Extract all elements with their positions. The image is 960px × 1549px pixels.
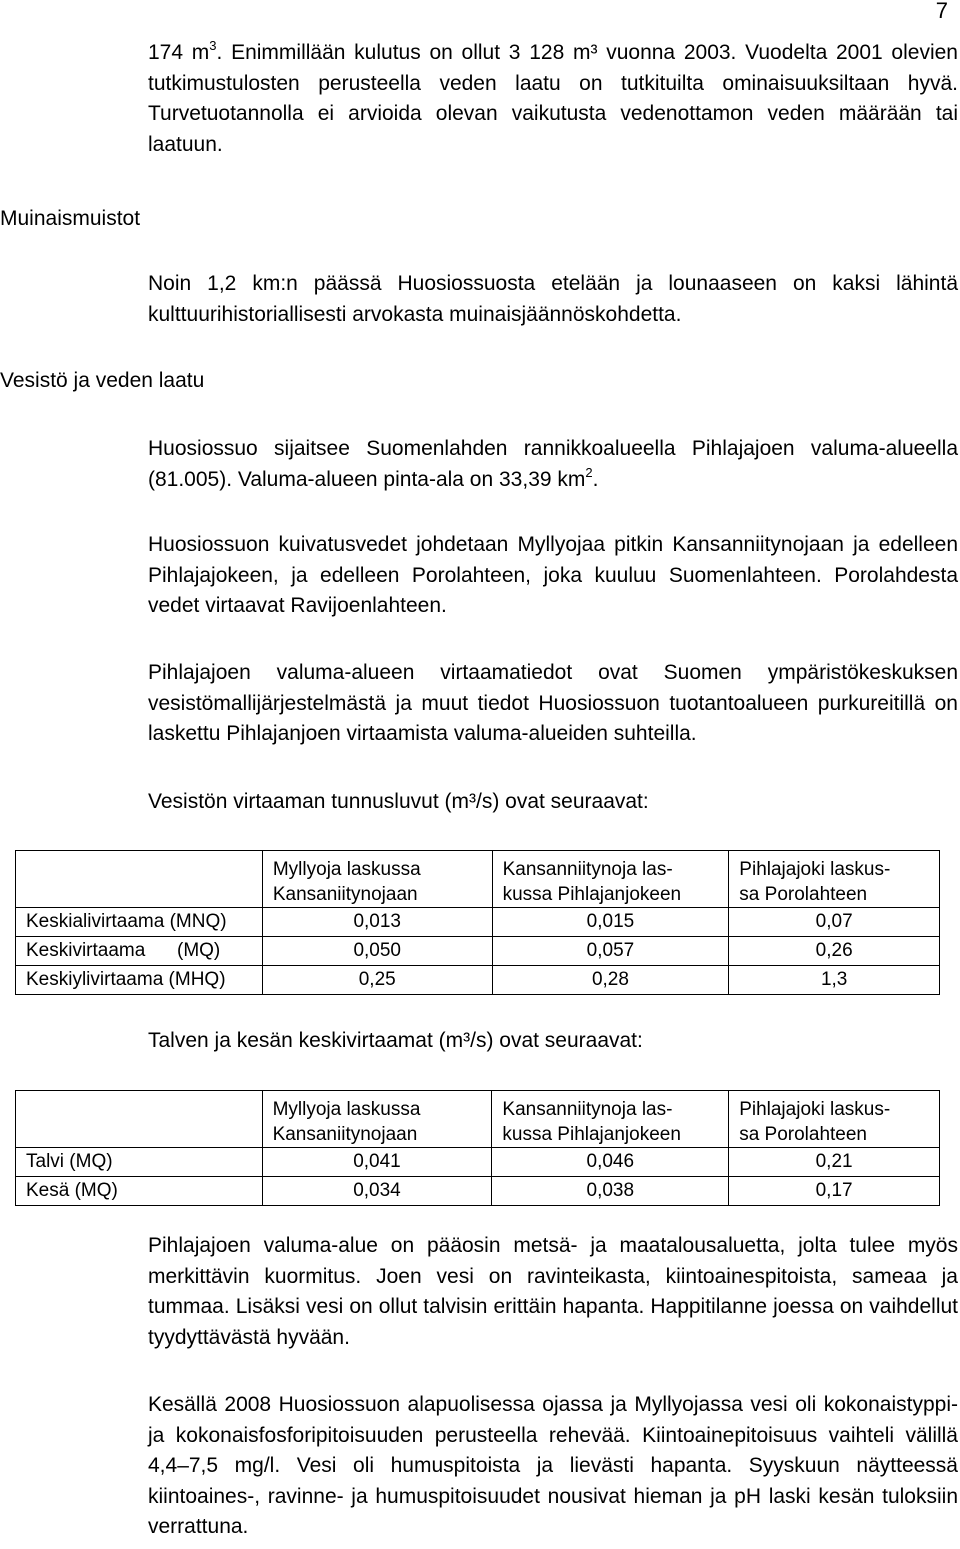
table-row bbox=[16, 966, 940, 995]
cell-value: 0,013 bbox=[262, 908, 492, 937]
paragraph-table1-intro: Vesistön virtaaman tunnusluvut (m³/s) ovat seuraavat: bbox=[148, 790, 649, 813]
paragraph-drainage: Huosiossuon kuivatusvedet johdetaan Myllyojaa pitkin Kansanniitynojaan ja edelleen Pihlajajokeen, ja edelleen Porolahteen, joka kuuluu Suomenlahteen. Porolahdesta vedet virtaavat Ravijoenlahteen. bbox=[148, 533, 958, 617]
seasonal-flow-table bbox=[15, 1090, 940, 1206]
page-number: 7 bbox=[935, 0, 948, 23]
table-header-myllyoja: Myllyoja laskussa Kansaniitynojaan bbox=[262, 851, 492, 908]
table-row bbox=[16, 1148, 940, 1177]
cell-value: 0,17 bbox=[729, 1177, 940, 1206]
row-label: Kesä (MQ) bbox=[16, 1177, 263, 1206]
table-header-pihlajajoki: Pihlajajoki laskus- sa Porolahteen bbox=[729, 851, 940, 908]
table-row bbox=[16, 937, 940, 966]
table-header-empty bbox=[16, 1091, 263, 1148]
row-label: Keskiylivirtaama (MHQ) bbox=[16, 966, 263, 995]
superscript-2: 2 bbox=[585, 464, 593, 480]
row-label: Keskialivirtaama (MNQ) bbox=[16, 908, 263, 937]
table-row bbox=[16, 908, 940, 937]
table-header-myllyoja: Myllyoja laskussa Kansaniitynojaan bbox=[262, 1091, 492, 1148]
table-header-empty bbox=[16, 851, 263, 908]
cell-value: 0,041 bbox=[262, 1148, 492, 1177]
paragraph-water-quality: Pihlajajoen valuma-alue on pääosin metsä- ja maatalousaluetta, jolta tulee myös merkittävin kuormitus. Joen vesi on ravinteikasta, kiintoainespitoista, sameaa ja tummaa. Lisäksi vesi on ollut talvisin erittäin hapanta. Happitilanne joessa on vaihdellut tyydyttävästä hyvään. bbox=[148, 1234, 958, 1349]
paragraph-flow-data: Pihlajajoen valuma-alueen virtaamatiedot ovat Suomen ympäristökeskuksen vesistömallijärjestelmästä ja muut tiedot Huosiossuon tuotantoalueen purkureitillä on laskettu Pihlajanjoen virtaamista valuma-alueiden suhteilla. bbox=[148, 661, 958, 745]
cell-value: 0,21 bbox=[729, 1148, 940, 1177]
cell-value: 0,28 bbox=[492, 966, 729, 995]
section-heading-vesisto: Vesistö ja veden laatu bbox=[0, 369, 205, 392]
cell-value: 0,050 bbox=[262, 937, 492, 966]
table-header-pihlajajoki: Pihlajajoki laskus- sa Porolahteen bbox=[729, 1091, 940, 1148]
cell-value: 0,034 bbox=[262, 1177, 492, 1206]
row-label: Keskivirtaama (MQ) bbox=[16, 937, 263, 966]
paragraph-table2-intro: Talven ja kesän keskivirtaamat (m³/s) ovat seuraavat: bbox=[148, 1029, 643, 1052]
flow-figures-table bbox=[15, 850, 940, 995]
table-header-row bbox=[16, 1091, 940, 1148]
cell-value: 0,046 bbox=[492, 1148, 729, 1177]
paragraph-summer-2008: Kesällä 2008 Huosiossuon alapuolisessa ojassa ja Myllyojassa vesi oli kokonaistyppi- ja kokonaisfosforipitoisuuden perusteella rehevää. Kiintoainepitoisuus vaihteli välillä 4,4–7,5 mg/l. Vesi oli humuspitoista ja lievästi hapanta. Syyskuun näytteessä kiintoaines-, ravinne- ja humuspitoisuudet nousivat hieman ja pH laski kesän tuloksiin verrattuna. bbox=[148, 1393, 958, 1538]
cell-value: 0,057 bbox=[492, 937, 729, 966]
superscript-3: 3 bbox=[209, 38, 217, 53]
cell-value: 0,26 bbox=[729, 937, 940, 966]
paragraph-catchment: Huosiossuo sijaitsee Suomenlahden rannikkoalueella Pihlajajoen valuma-alueella (81.005). Valuma-alueen pinta-ala on 33,39 $km^2$. bbox=[148, 437, 958, 491]
table-row bbox=[16, 1177, 940, 1206]
row-label: Talvi (MQ) bbox=[16, 1148, 263, 1177]
cell-value: 0,038 bbox=[492, 1177, 729, 1206]
cell-value: 0,07 bbox=[729, 908, 940, 937]
section-heading-muinaismuistot: Muinaismuistot bbox=[0, 207, 141, 230]
cell-value: 0,25 bbox=[262, 966, 492, 995]
cell-value: 0,015 bbox=[492, 908, 729, 937]
cell-value: 1,3 bbox=[729, 966, 940, 995]
table-header-kansanniitynoja: Kansanniitynoja las- kussa Pihlajanjokeen bbox=[492, 1091, 729, 1148]
table-header-row bbox=[16, 851, 940, 908]
table-header-kansanniitynoja: Kansanniitynoja las- kussa Pihlajanjokeen bbox=[492, 851, 729, 908]
paragraph-ancient-monuments: Noin 1,2 km:n päässä Huosiossuosta etelään ja lounaaseen on kaksi lähintä kulttuurihistoriallisesti arvokasta muinaisjäännöskohdetta. bbox=[148, 272, 958, 326]
paragraph-water-intake: 174 $m^3$. Enimmillään kulutus on ollut 3 128 m³ vuonna 2003. Vuodelta 2001 olevien tutkimustulosten perusteella veden laatu on tutkituilta ominaisuuksiltaan hyvä. Turvetuotannolla ei arvioida olevan vaikutusta vedenottamon veden määrään tai laatuun. bbox=[148, 38, 958, 156]
